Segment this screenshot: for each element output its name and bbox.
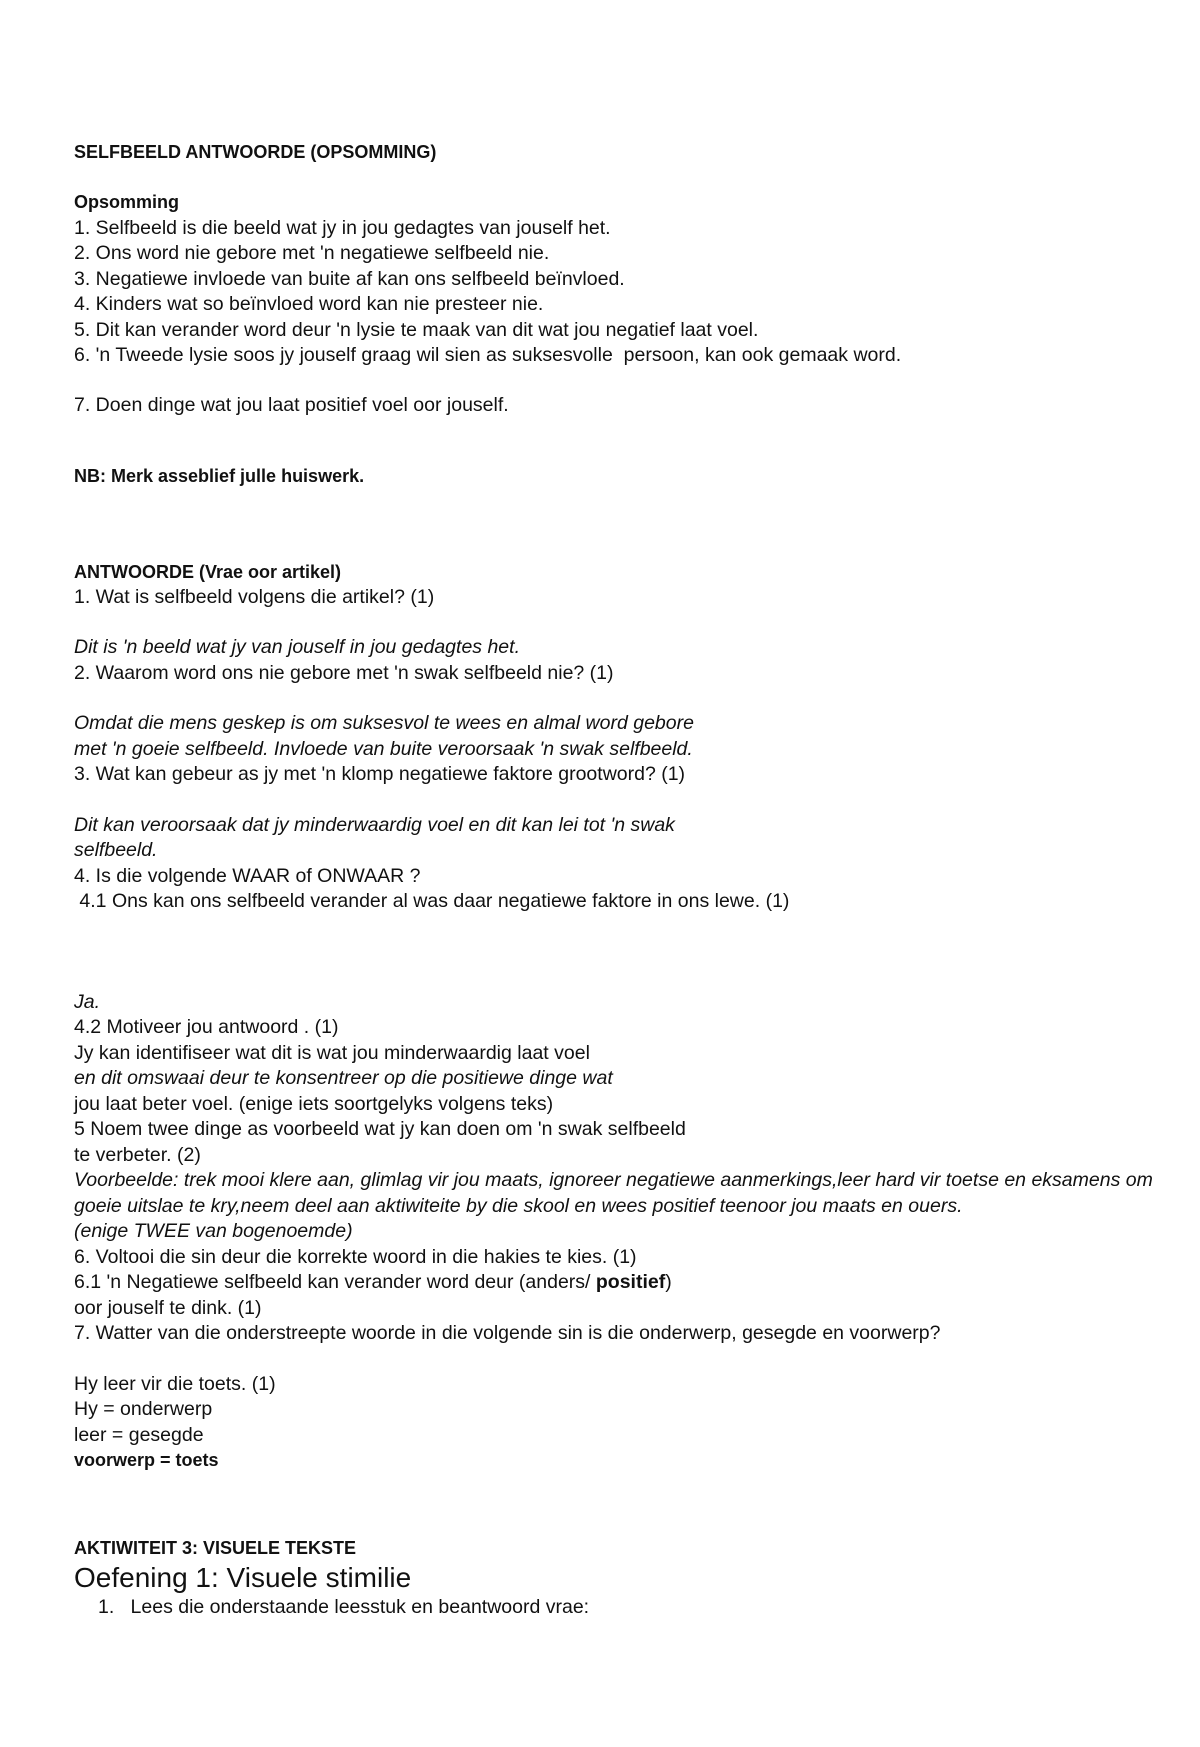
summary-item-4: 4. Kinders wat so beïnvloed word kan nie presteer nie. bbox=[74, 293, 544, 315]
homework-note: NB: Merk asseblief julle huiswerk. bbox=[74, 466, 365, 486]
list-item-text: Lees die onderstaande leesstuk en beantwoord vrae: bbox=[130, 1595, 590, 1618]
question-7: 7. Watter van die onderstreepte woorde in die volgende sin is die onderwerp, gesegde en voorwerp? bbox=[74, 1322, 941, 1344]
answer-7-gesegde: leer = gesegde bbox=[74, 1423, 204, 1446]
answer-7-onderwerp: Hy = onderwerp bbox=[74, 1398, 213, 1420]
question-5-line-1: 5 Noem twee dinge as voorbeeld wat jy kan doen om 'n swak selfbeeld bbox=[74, 1118, 686, 1140]
question-6-1-close: ) bbox=[665, 1271, 672, 1293]
answer-2-line-1: Omdat die mens geskep is om suksesvol te wees en almal word gebore bbox=[74, 712, 694, 734]
section-title-antwoorde: ANTWOORDE (Vrae oor artikel) bbox=[74, 561, 342, 582]
answer-1: Dit is 'n beeld wat jy van jouself in jou gedagtes het. bbox=[74, 636, 520, 658]
answer-2-line-2: met 'n goeie selfbeeld. Invloede van buite veroorsaak 'n swak selfbeeld. bbox=[74, 737, 693, 760]
answer-4-2-line-2: en dit omswaai deur te konsentreer op die positiewe dinge wat bbox=[74, 1067, 613, 1089]
question-4: 4. Is die volgende WAAR of ONWAAR ? bbox=[74, 864, 421, 887]
answer-7-voorwerp: voorwerp = toets bbox=[74, 1450, 219, 1470]
answer-4-2-line-3: jou laat beter voel. (enige iets soortgelyks volgens teks) bbox=[74, 1092, 554, 1115]
answer-3-line-2: selfbeeld. bbox=[74, 839, 158, 861]
list-item bbox=[74, 1595, 1174, 1621]
summary-item-7: 7. Doen dinge wat jou laat positief voel oor jouself. bbox=[74, 393, 509, 416]
answer-4-1: Ja. bbox=[74, 990, 101, 1013]
answer-5-examples: Voorbeelde: trek mooi klere aan, glimlag vir jou maats, ignoreer negatiewe aanmerkings,leer hard vir toetse en eksamens om goeie uitslae te kry,neem deel aan aktiwiteite by die skool en wees positief teenoor jou maats en ouers. bbox=[74, 1169, 1153, 1217]
list-item-number: 1. bbox=[98, 1595, 115, 1618]
question-6-1 bbox=[74, 1270, 1174, 1296]
document-page bbox=[74, 140, 1174, 1620]
question-3: 3. Wat kan gebeur as jy met 'n klomp negatiewe faktore grootword? (1) bbox=[74, 763, 686, 785]
subheading-opsomming: Opsomming bbox=[74, 192, 180, 212]
question-5-line-2: te verbeter. (2) bbox=[74, 1143, 201, 1166]
summary-item-6: 6. 'n Tweede lysie soos jy jouself graag wil sien as suksesvolle persoon, kan ook gemaak word. bbox=[74, 344, 902, 366]
question-6-1-text: 6.1 'n Negatiewe selfbeeld kan verander word deur (anders/ bbox=[74, 1271, 596, 1293]
question-4-2: 4.2 Motiveer jou antwoord . (1) bbox=[74, 1016, 339, 1038]
question-4-1: 4.1 Ons kan ons selfbeeld verander al was daar negatiewe faktore in ons lewe. (1) bbox=[74, 890, 790, 912]
summary-item-2: 2. Ons word nie gebore met 'n negatiewe selfbeeld nie. bbox=[74, 242, 550, 264]
section-title-selfbeeld: SELFBEELD ANTWOORDE (OPSOMMING) bbox=[74, 142, 437, 162]
question-6-1-answer: positief bbox=[595, 1271, 666, 1293]
summary-item-3: 3. Negatiewe invloede van buite af kan ons selfbeeld beïnvloed. bbox=[74, 267, 625, 290]
question-6-1-line-2: oor jouself te dink. (1) bbox=[74, 1296, 262, 1319]
summary-item-1: 1. Selfbeeld is die beeld wat jy in jou gedagtes van jouself het. bbox=[74, 216, 611, 239]
answer-5-note: (enige TWEE van bogenoemde) bbox=[74, 1220, 353, 1242]
question-2: 2. Waarom word ons nie gebore met 'n swak selfbeeld nie? (1) bbox=[74, 661, 614, 684]
question-6: 6. Voltooi die sin deur die korrekte woord in die hakies te kies. (1) bbox=[74, 1245, 637, 1268]
question-1: 1. Wat is selfbeeld volgens die artikel? (1) bbox=[74, 585, 435, 608]
exercise-heading: Oefening 1: Visuele stimilie bbox=[74, 1561, 412, 1593]
answer-3-line-1: Dit kan veroorsaak dat jy minderwaardig voel en dit kan lei tot 'n swak bbox=[74, 813, 675, 836]
question-7-sentence: Hy leer vir die toets. (1) bbox=[74, 1372, 276, 1395]
summary-item-5: 5. Dit kan verander word deur 'n lysie te maak van dit wat jou negatief laat voel. bbox=[74, 318, 759, 341]
section-title-aktiwiteit-3: AKTIWITEIT 3: VISUELE TEKSTE bbox=[74, 1537, 357, 1558]
answer-4-2-line-1: Jy kan identifiseer wat dit is wat jou minderwaardig laat voel bbox=[74, 1041, 590, 1064]
